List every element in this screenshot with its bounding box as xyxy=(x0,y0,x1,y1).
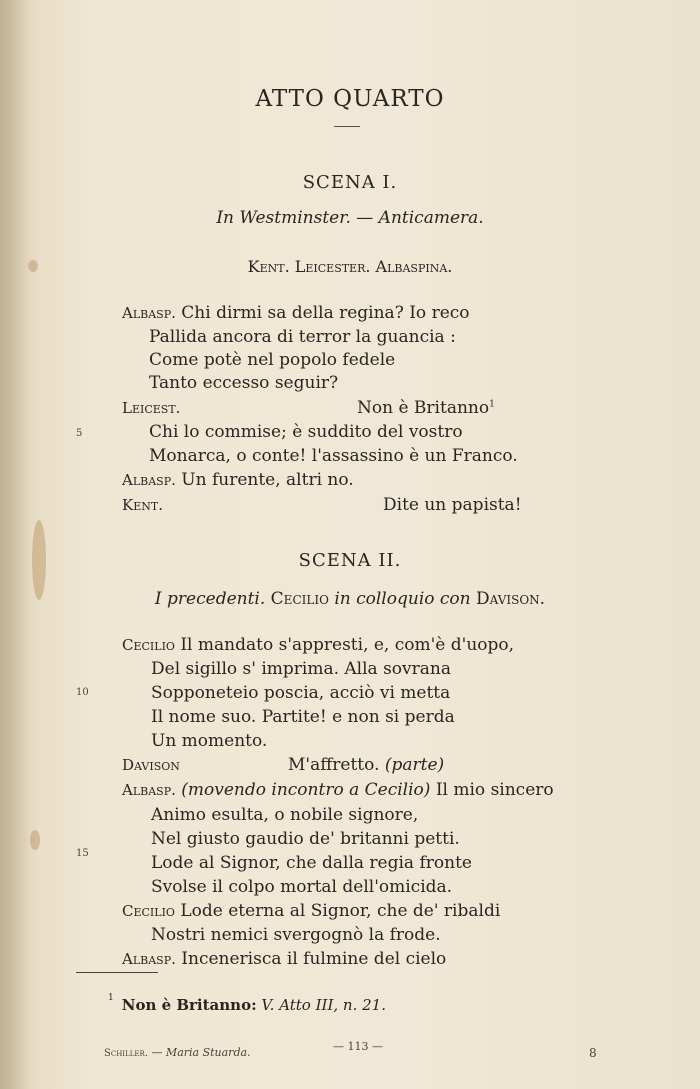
verse-line: Albasp. (movendo incontro a Cecilio) Il mio sincero xyxy=(122,780,554,800)
stage-direction: (movendo incontro a Cecilio) xyxy=(181,780,431,800)
speaker: Cecilio xyxy=(122,902,175,920)
speaker: Leicest. xyxy=(122,399,181,417)
speaker: Davison xyxy=(122,756,180,774)
verse-line: Dite un papista! xyxy=(383,495,522,515)
line-number: 10 xyxy=(76,687,89,698)
scene-2-setting: I precedenti. Cecilio in colloquio con Davison. xyxy=(154,589,546,609)
scene-1-setting: In Westminster. — Anticamera. xyxy=(216,208,484,228)
footnote-marker: 1 xyxy=(489,399,495,410)
footnote: $^1$ Non è Britanno: V. Atto III, n. 21. xyxy=(108,993,386,1014)
foxing-stain xyxy=(30,830,40,850)
verse-line: Nostri nemici svergognò la frode. xyxy=(151,925,441,945)
verse-line: Tanto eccesso seguir? xyxy=(149,373,339,393)
title-rule xyxy=(334,126,360,127)
speaker: Albasp. xyxy=(122,781,176,799)
verse-line: Albasp. Incenerisca il fulmine del cielo xyxy=(122,949,447,969)
footnote-marker: 1 xyxy=(108,993,114,1003)
speaker: Albasp. xyxy=(122,471,176,489)
verse-line: Un momento. xyxy=(151,731,268,751)
verse-line: Nel giusto gaudio de' britanni petti. xyxy=(151,829,460,849)
verse-line: Albasp. Un furente, altri no. xyxy=(122,470,354,490)
speaker: Cecilio xyxy=(122,636,175,654)
verse-line: M'affretto. (parte) xyxy=(288,755,445,775)
verse-line: Animo esulta, o nobile signore, xyxy=(151,805,419,825)
running-footer: Schiller. — Maria Stuarda. xyxy=(104,1046,251,1059)
verse-line: Cecilio Lode eterna al Signor, che de' ribaldi xyxy=(122,901,501,921)
line-number: 15 xyxy=(76,848,89,859)
signature-mark: 8 xyxy=(589,1046,597,1060)
verse-line: Chi lo commise; è suddito del vostro xyxy=(149,422,463,442)
scene-2-heading: SCENA II. xyxy=(298,550,402,571)
verse-line: Il nome suo. Partite! e non si perda xyxy=(151,707,455,727)
verse-line: Pallida ancora di terror la guancia : xyxy=(149,327,456,347)
footnote-rule xyxy=(76,972,158,973)
verse-line: Lode al Signor, che dalla regia fronte xyxy=(151,853,472,873)
verse-line: Sopponeteio poscia, acciò vi metta xyxy=(151,683,451,703)
verse-line: Albasp. Chi dirmi sa della regina? Io reco xyxy=(122,303,470,323)
verse-line: Monarca, o conte! l'assassino è un Franco. xyxy=(149,446,518,466)
speaker: Albasp. xyxy=(122,304,176,322)
stage-direction: (parte) xyxy=(384,755,445,775)
scene-1-heading: SCENA I. xyxy=(302,172,398,193)
verse-line: Del sigillo s' imprima. Alla sovrana xyxy=(151,659,451,679)
speaker: Albasp. xyxy=(122,950,176,968)
act-title: ATTO QUARTO xyxy=(255,86,445,112)
line-number: 5 xyxy=(76,428,83,439)
scene-1-characters: Kent. Leicester. Albaspina. xyxy=(247,257,453,276)
page-number: — 113 — xyxy=(333,1040,383,1053)
verse-line: Svolse il colpo mortal dell'omicida. xyxy=(151,877,453,897)
speaker: Kent. xyxy=(122,496,163,514)
verse-line: Come potè nel popolo fedele xyxy=(149,350,396,370)
verse-line: Cecilio Il mandato s'appresti, e, com'è d'uopo, xyxy=(122,635,515,655)
verse-line: Non è Britanno$^1$ xyxy=(357,398,495,418)
